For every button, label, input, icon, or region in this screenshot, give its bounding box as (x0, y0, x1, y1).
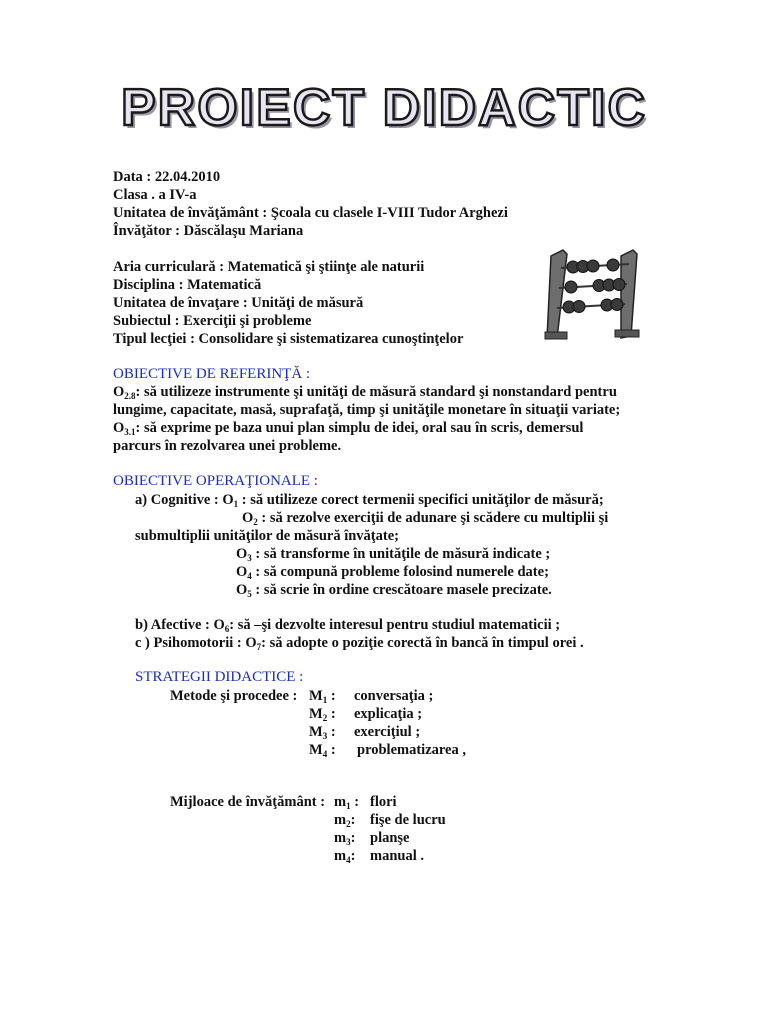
method-m1-code: $M_1$ : (309, 688, 336, 705)
strategies-heading: STRATEGII DIDACTICE : (135, 669, 304, 685)
objective-o31: $O_{3.1}$: să exprime pe baza unui plan simplu de idei, oral sau în scris, demersul (113, 420, 584, 437)
curriculum-lesson-type: Tipul lecţiei : Consolidare şi sistematizarea cunoştinţelor (113, 331, 464, 347)
objective-o2-cont: submultiplii unităţilor de măsură învăţate; (135, 528, 399, 544)
curriculum-unit: Unitatea de învaţare : Unităţi de măsură (113, 295, 364, 311)
info-teacher: Învăţător : Dăscălaşu Mariana (113, 223, 304, 239)
objectives-ref-heading: OBIECTIVE DE REFERINŢĂ : (113, 366, 311, 382)
objectives-op-heading: OBIECTIVE OPERAŢIONALE : (113, 473, 318, 489)
objective-o2: $O_2$ : să rezolve exerciţii de adunare şi scădere cu multiplii şi (242, 510, 609, 527)
objective-o31-cont: parcurs în rezolvarea unei probleme. (113, 438, 342, 454)
info-class: Clasa . a IV-a (113, 187, 197, 203)
method-m1-text: conversaţia ; (354, 688, 434, 704)
method-m3-text: exerciţiul ; (354, 724, 421, 740)
objective-o28-cont: lungime, capacitate, masă, suprafaţă, timp şi unităţile monetare în situaţii variate; (113, 402, 621, 418)
objective-o28: $O_{2.8}$: să utilizeze instrumente şi unităţi de măsură standard şi nonstandard pentru (113, 384, 617, 401)
objective-o7: c ) Psihomotorii : $O_7$: să adopte o poziţie corectă în bancă în timpul orei . (135, 635, 584, 652)
method-m3-code: $M_3$ : (309, 724, 336, 741)
objective-o3: $O_3$ : să transforme în unităţile de măsură indicate ; (236, 546, 551, 563)
method-m2-text: explicaţia ; (354, 706, 423, 722)
mean-m3-code: $m_3$: (334, 830, 356, 847)
curriculum-subject: Subiectul : Exerciţii şi probleme (113, 313, 312, 329)
objective-o5: $O_5$ : să scrie în ordine crescătoare masele precizate. (236, 582, 552, 599)
mean-m4-text: manual . (370, 848, 424, 864)
method-m4-code: $M_4$ : (309, 742, 336, 759)
mean-m4-code: $m_4$: (334, 848, 356, 865)
method-m2-code: $M_2$ : (309, 706, 336, 723)
info-school: Unitatea de învăţământ : Şcoala cu clasele I-VIII Tudor Arghezi (113, 205, 508, 221)
info-date: Data : 22.04.2010 (113, 169, 221, 185)
objective-o6: b) Afective : $O_6$: să –şi dezvolte interesul pentru studiul matematicii ; (135, 617, 561, 634)
curriculum-discipline: Disciplina : Matematică (113, 277, 262, 293)
mean-m1-text: flori (370, 794, 397, 810)
mean-m3-text: planşe (370, 830, 410, 846)
methods-label: Metode şi procedee : (170, 688, 298, 704)
objective-o1: a) Cognitive : $O_1$ : să utilizeze corect termenii specifici unităţilor de măsură; (135, 492, 604, 509)
mean-m2-text: fişe de lucru (370, 812, 446, 828)
mean-m2-code: $m_2$: (334, 812, 356, 829)
mean-m1-code: $m_1$ : (334, 794, 360, 811)
document-title: PROIECT DIDACTIC (121, 79, 647, 137)
abacus-icon (543, 246, 643, 341)
curriculum-area: Aria curriculară : Matematică şi ştiinţe ale naturii (113, 259, 425, 275)
method-m4-text: problematizarea , (357, 742, 466, 758)
objective-o4: $O_4$ : să compună probleme folosind numerele date; (236, 564, 549, 581)
means-label: Mijloace de învăţământ : (170, 794, 326, 810)
